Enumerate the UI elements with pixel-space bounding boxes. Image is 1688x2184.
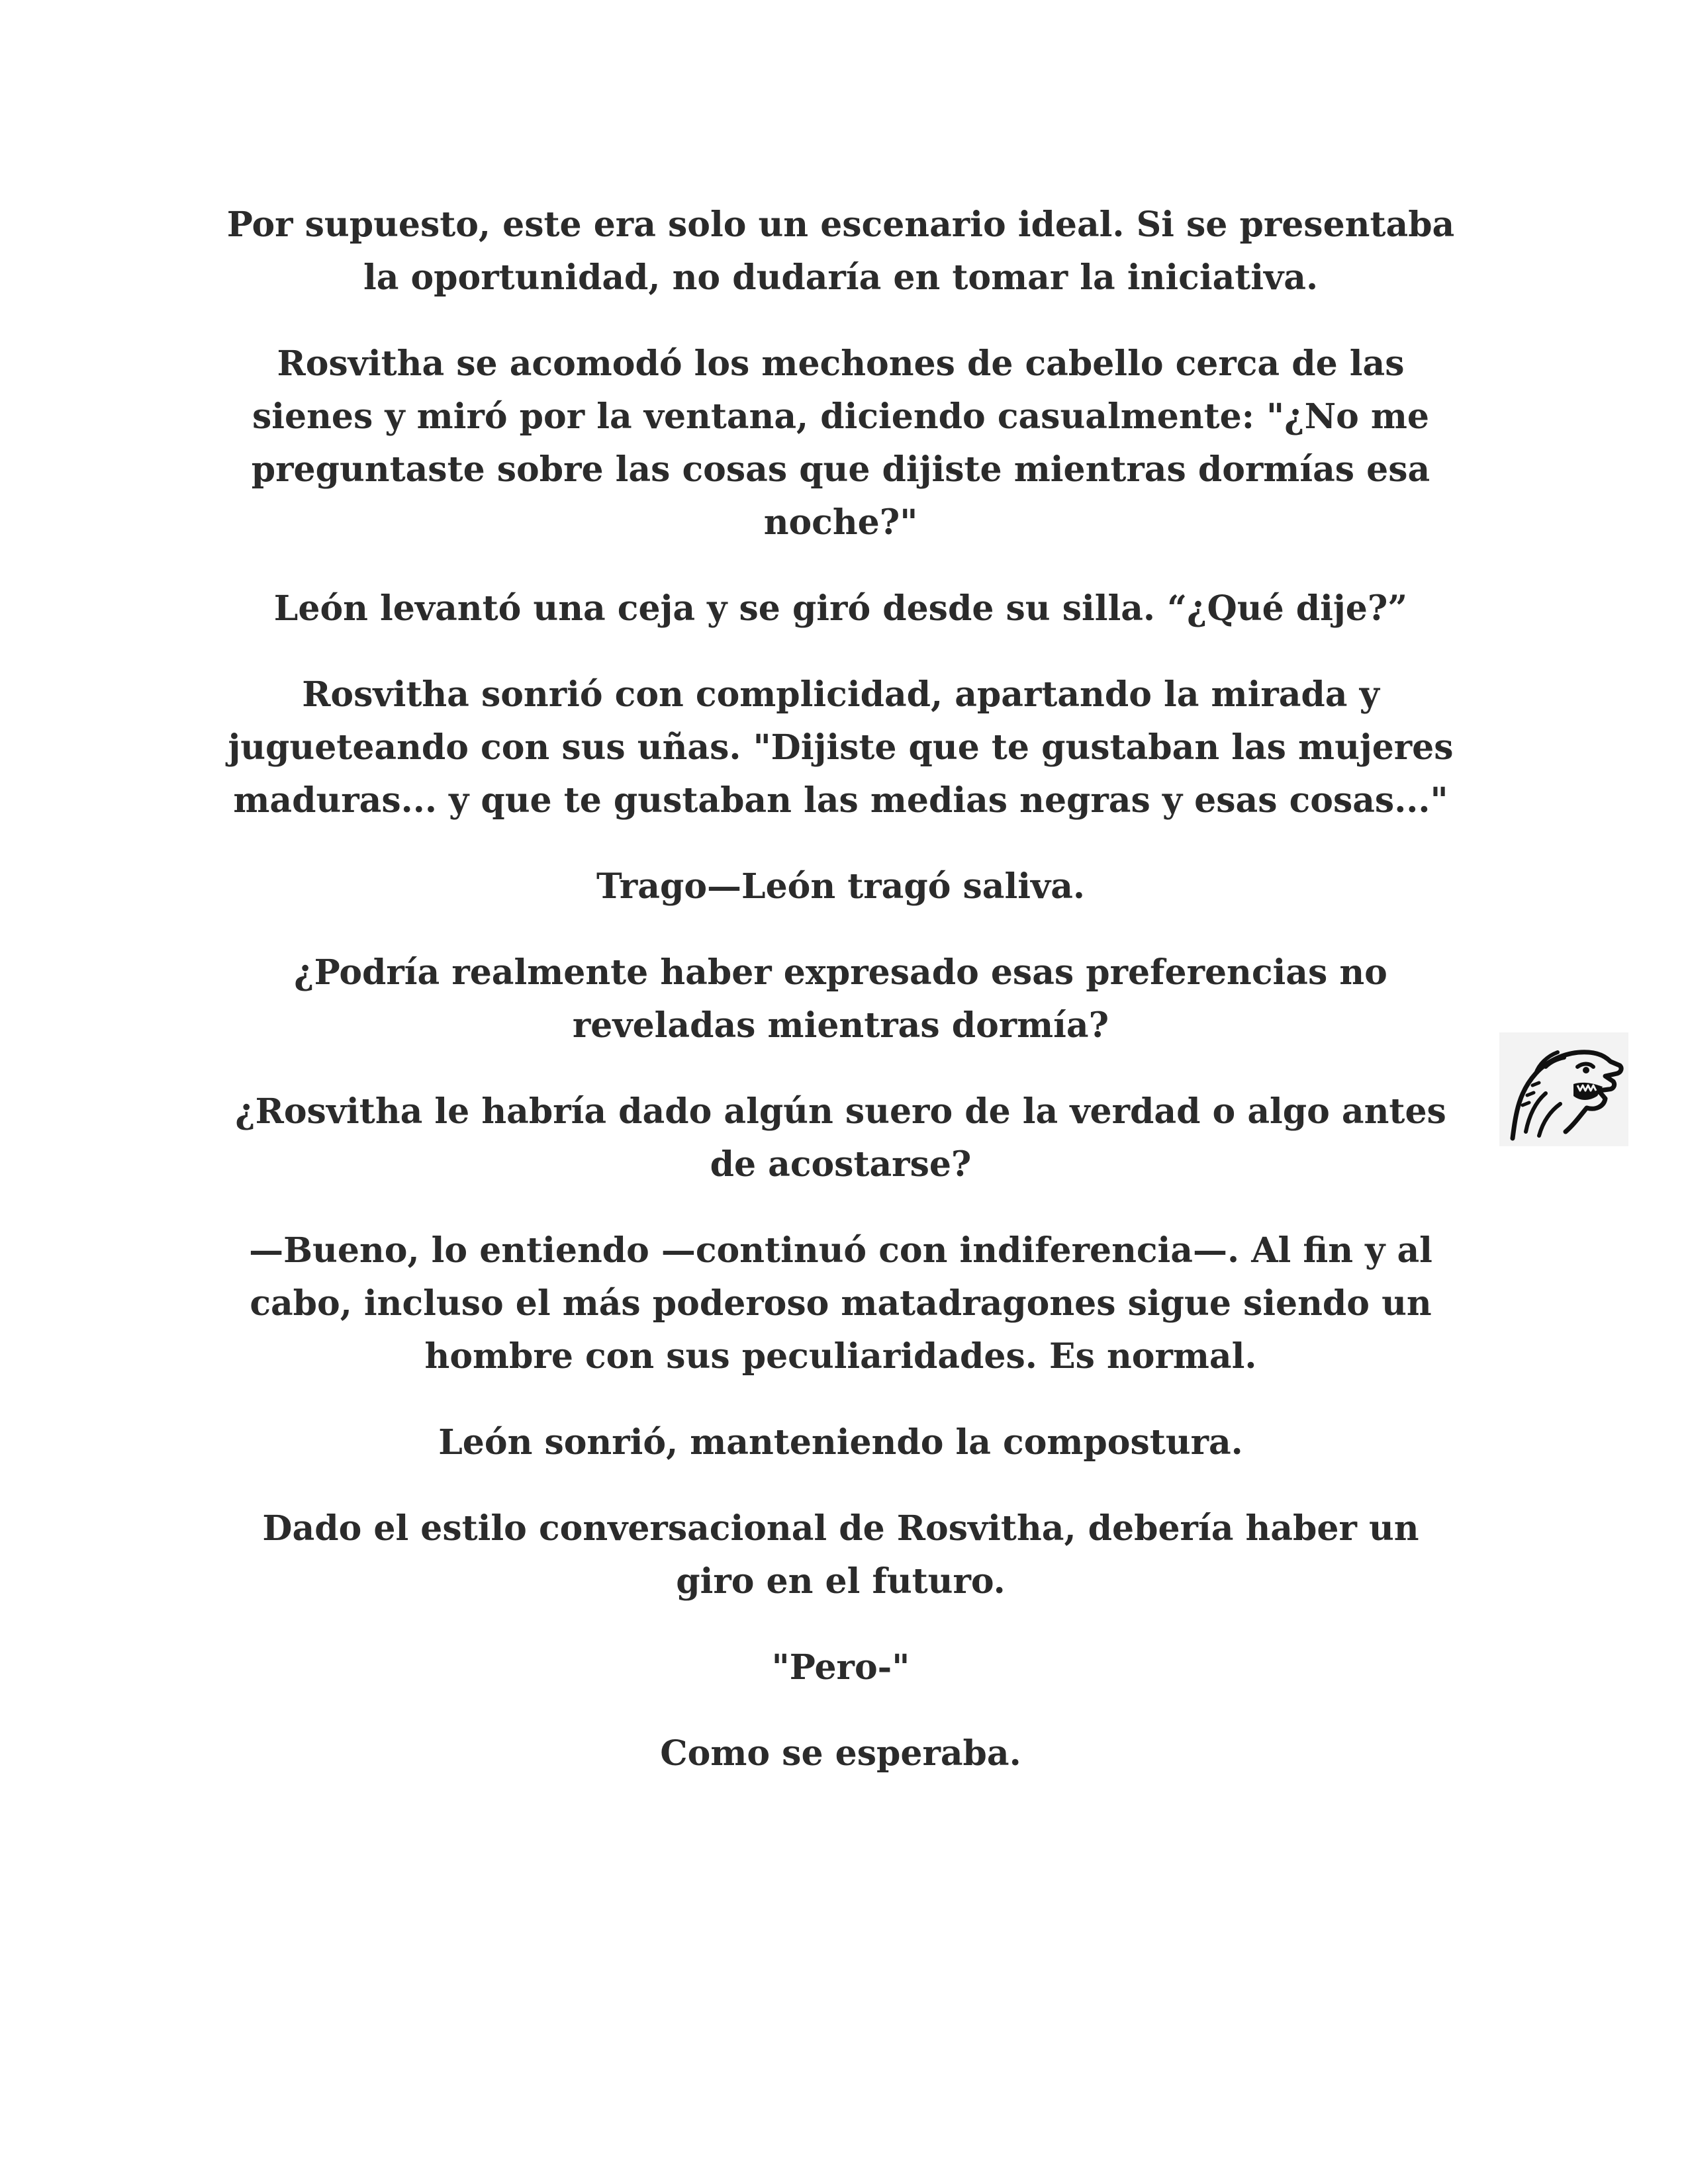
paragraph-8: —Bueno, lo entiendo —continuó con indiferencia—. Al fin y al cabo, incluso el más poderoso matadragones sigue siendo un hombre con sus peculiaridades. Es normal. (249, 1230, 1432, 1377)
paragraph-2: Rosvitha se acomodó los mechones de cabello cerca de las sienes y miró por la ventana, diciendo casualmente: "¿No me preguntaste sobre las cosas que dijiste mientras dormías esa noche?" (251, 343, 1430, 543)
body-text (218, 199, 1463, 1813)
paragraph-5: Trago—León tragó saliva. (596, 866, 1086, 907)
paragraph-1: Por supuesto, este era solo un escenario ideal. Si se presentaba la oportunidad, no dudaría en tomar la iniciativa. (226, 205, 1455, 298)
paragraph-9: León sonrió, manteniendo la compostura. (438, 1422, 1243, 1463)
paragraph-7: ¿Rosvitha le habría dado algún suero de la verdad o algo antes de acostarse? (235, 1091, 1446, 1185)
paragraph-4: Rosvitha sonrió con complicidad, apartando la mirada y jugueteando con sus uñas. "Dijiste que te gustaban las mujeres maduras... y que te gustaban las medias negras y esas cosas..." (228, 674, 1454, 821)
paragraph-12: Como se esperaba. (660, 1733, 1021, 1774)
paragraph-6: ¿Podría realmente haber expresado esas preferencias no reveladas mientras dormía? (294, 952, 1387, 1046)
paragraph-11: "Pero-" (771, 1647, 910, 1688)
dinosaur-head-icon (1499, 1032, 1628, 1146)
paragraph-10: Dado el estilo conversacional de Rosvitha, debería haber un giro en el futuro. (262, 1508, 1419, 1602)
paragraph-3: León levantó una ceja y se giró desde su silla. “¿Qué dije?” (273, 588, 1408, 629)
